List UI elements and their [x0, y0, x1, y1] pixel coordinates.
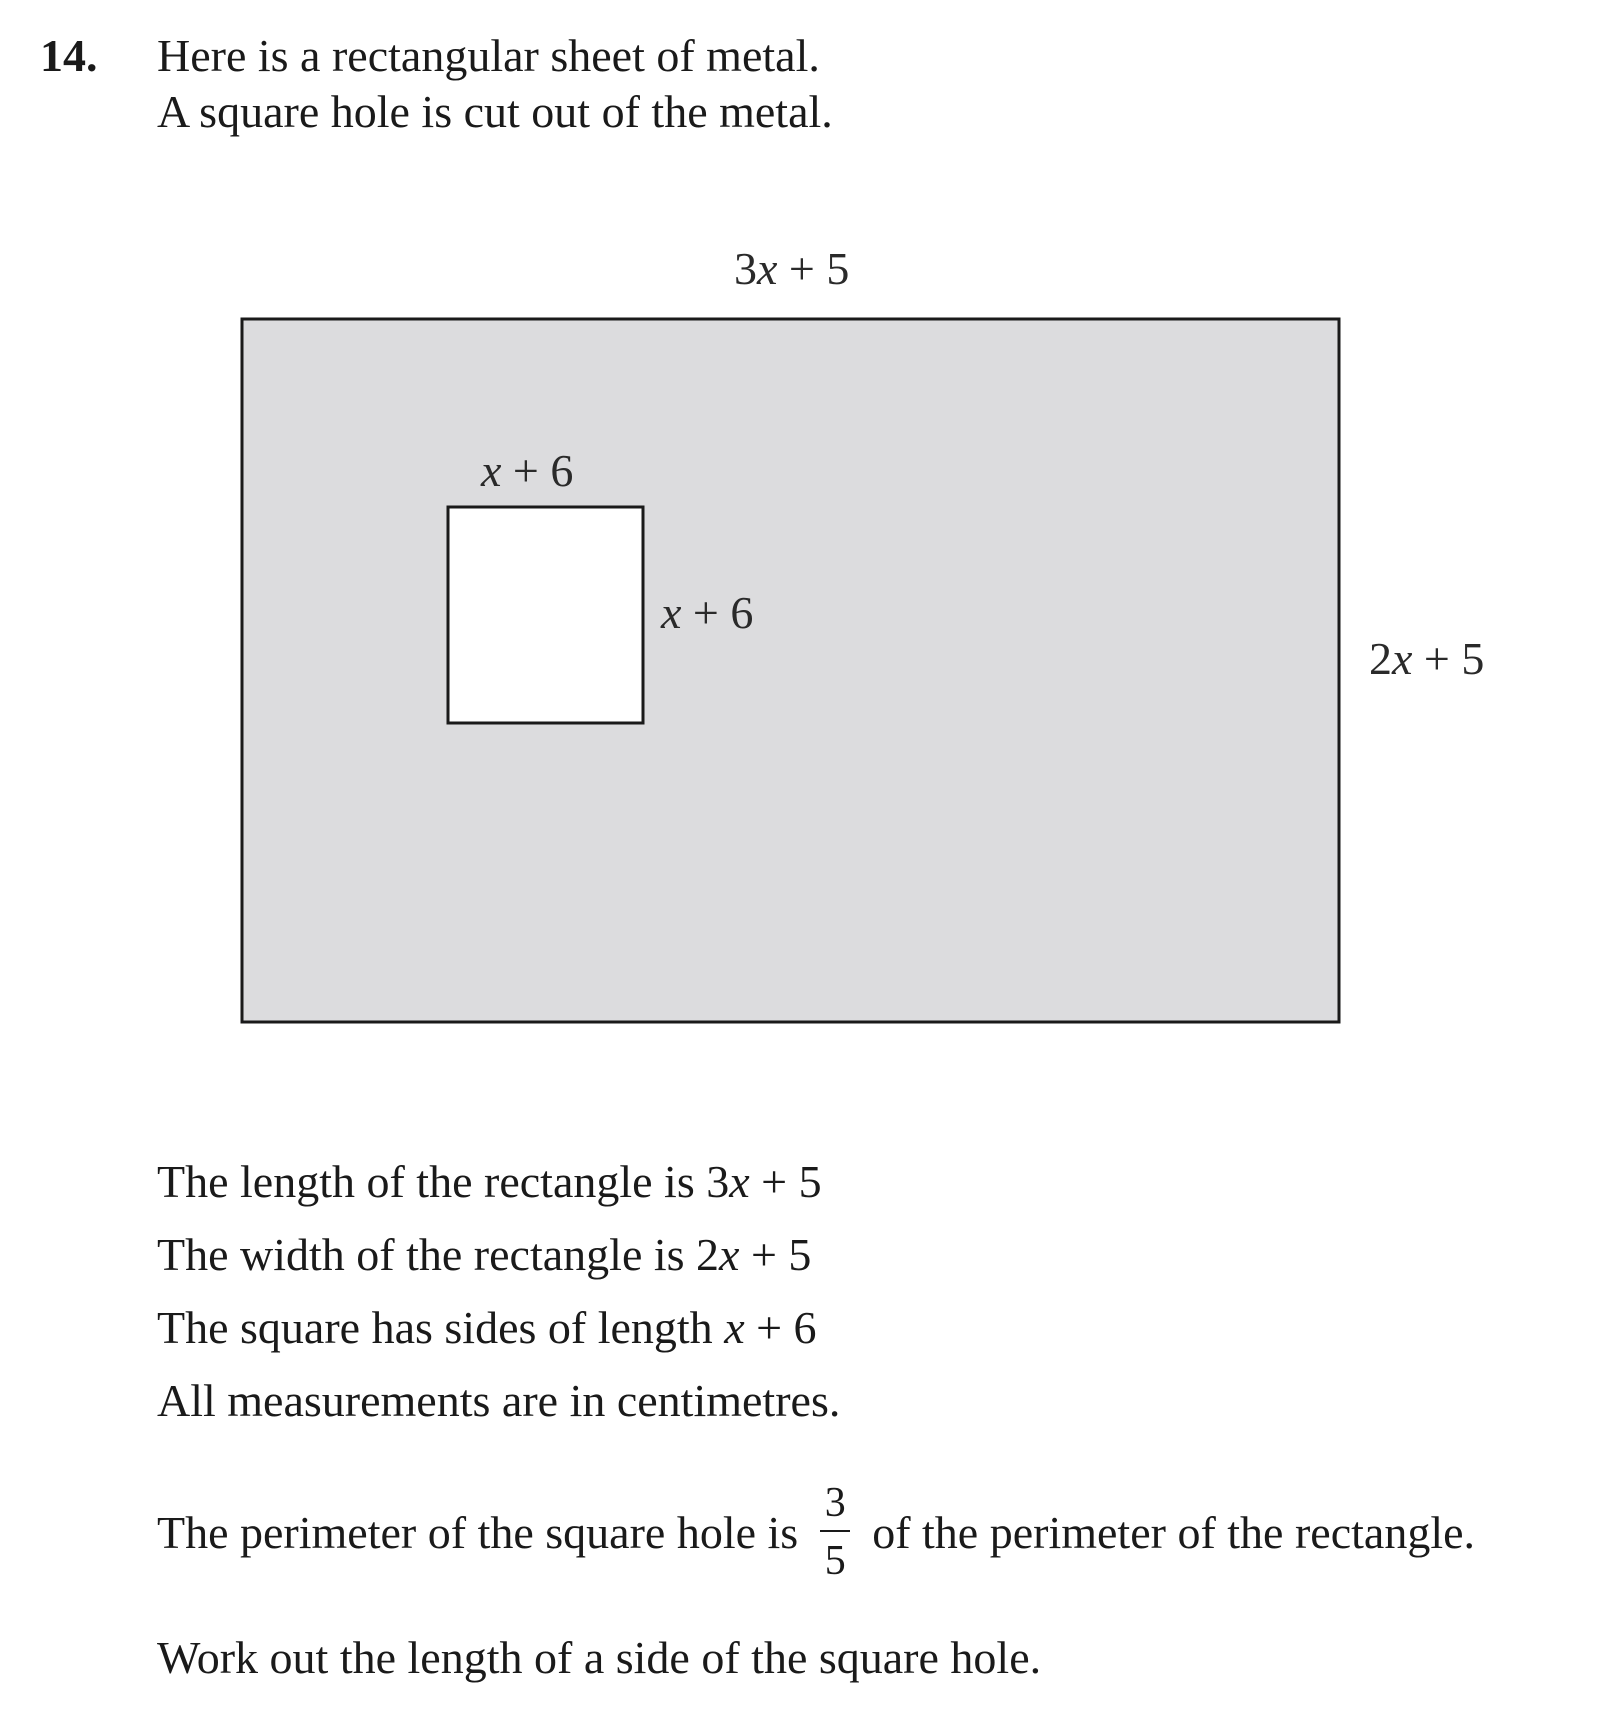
fraction-numerator: 3	[824, 1480, 846, 1526]
fact-line: The length of the rectangle is 3x + 5	[157, 1156, 822, 1207]
intro-line: Here is a rectangular sheet of metal.	[157, 30, 820, 81]
fraction	[820, 1480, 850, 1584]
fraction-bar	[820, 1530, 850, 1532]
perimeter-statement	[157, 1480, 1475, 1584]
perimeter-after: of the perimeter of the rectangle.	[872, 1506, 1476, 1558]
hole-side-label: x + 6	[661, 587, 754, 638]
question-number: 14.	[40, 30, 98, 81]
intro-line: A square hole is cut out of the metal.	[157, 86, 833, 137]
square-hole	[448, 507, 643, 723]
fact-line: The square has sides of length x + 6	[157, 1302, 817, 1353]
perimeter-before: The perimeter of the square hole is	[157, 1506, 799, 1558]
task-instruction: Work out the length of a side of the square hole.	[157, 1632, 1042, 1683]
rect-length-label: 3x + 5	[734, 243, 850, 294]
metal-rectangle	[242, 319, 1339, 1022]
hole-top-label: x + 6	[481, 445, 574, 496]
fraction-denominator: 5	[824, 1538, 846, 1584]
rect-width-label: 2x + 5	[1369, 633, 1485, 684]
given-facts	[157, 1145, 840, 1437]
fact-line: The width of the rectangle is 2x + 5	[157, 1229, 812, 1280]
fact-line: All measurements are in centimetres.	[157, 1375, 841, 1426]
